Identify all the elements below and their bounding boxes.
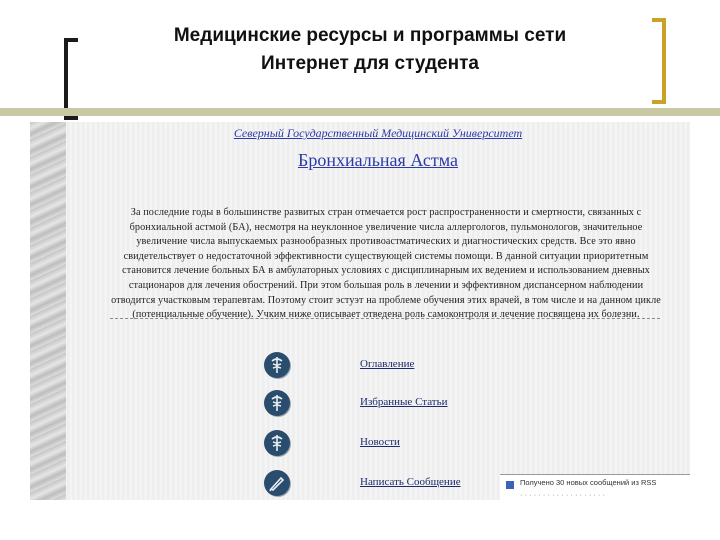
menu-item-contents[interactable] xyxy=(264,352,484,380)
right-bracket-decoration xyxy=(652,18,666,104)
intro-paragraph: За последние годы в большинстве развитых стран отмечается рост распространенности и смертности, связанных с бронхиальной астмой (БА), несмотря на неуклонное увеличение числа аллергологов, пульмонологов, значительное увеличение числа выпускаемых разнообразных противоастматических и диагностических средств. Все это явно свидетельствует о недостаточной эффективности существующей системы помощи. В данной ситуации приоритетным становится лечение больных БА в амбулаторных условиях с дисциплинарным их ведением и использованием дневных стационаров для лечения обострений. При этом большая роль в лечении и эффективном диспансерном наблюдении отводится участковым терапевтам. Поэтому стоит эстуэт на проблеме обучения этих врачей, в том числе и на данном цикле (потенциальные обучение). Учким ниже описывает отведена роль самоконтроля и лечение посвящена их болезни. xyxy=(111,207,661,321)
university-link[interactable]: Северный Государственный Медицинский Университет xyxy=(233,126,523,140)
slide-title xyxy=(100,22,640,78)
rss-notification-text: Получено 30 новых сообщений из RSS xyxy=(520,478,657,487)
website-screenshot xyxy=(30,122,690,500)
menu-label-write-message[interactable]: Написать Сообщение xyxy=(360,476,461,488)
section-divider xyxy=(110,318,660,319)
menu-item-selected-articles[interactable] xyxy=(264,390,484,418)
caduceus-icon xyxy=(264,352,290,378)
page-background xyxy=(66,122,690,500)
rss-notification-subtext: · · · · · · · · · · · · · · · · · · · xyxy=(520,490,605,499)
page-heading[interactable]: Бронхиальная Астма xyxy=(297,150,458,170)
rss-icon xyxy=(506,481,514,489)
left-decorative-strip xyxy=(30,122,66,500)
slide-title-line-1: Медицинские ресурсы и программы сети xyxy=(173,25,567,46)
menu-label-contents[interactable]: Оглавление xyxy=(360,358,415,370)
menu-label-selected-articles[interactable]: Избранные Статьи xyxy=(360,396,448,408)
caduceus-icon xyxy=(264,430,290,456)
menu-item-write-message[interactable] xyxy=(264,470,484,498)
title-divider xyxy=(0,108,720,116)
rss-notification-bar[interactable] xyxy=(500,474,690,500)
caduceus-icon xyxy=(264,390,290,416)
menu-item-news[interactable] xyxy=(264,430,484,458)
pen-icon xyxy=(264,470,290,496)
slide-title-line-2: Интернет для студента xyxy=(261,53,479,74)
menu-label-news[interactable]: Новости xyxy=(360,436,400,448)
